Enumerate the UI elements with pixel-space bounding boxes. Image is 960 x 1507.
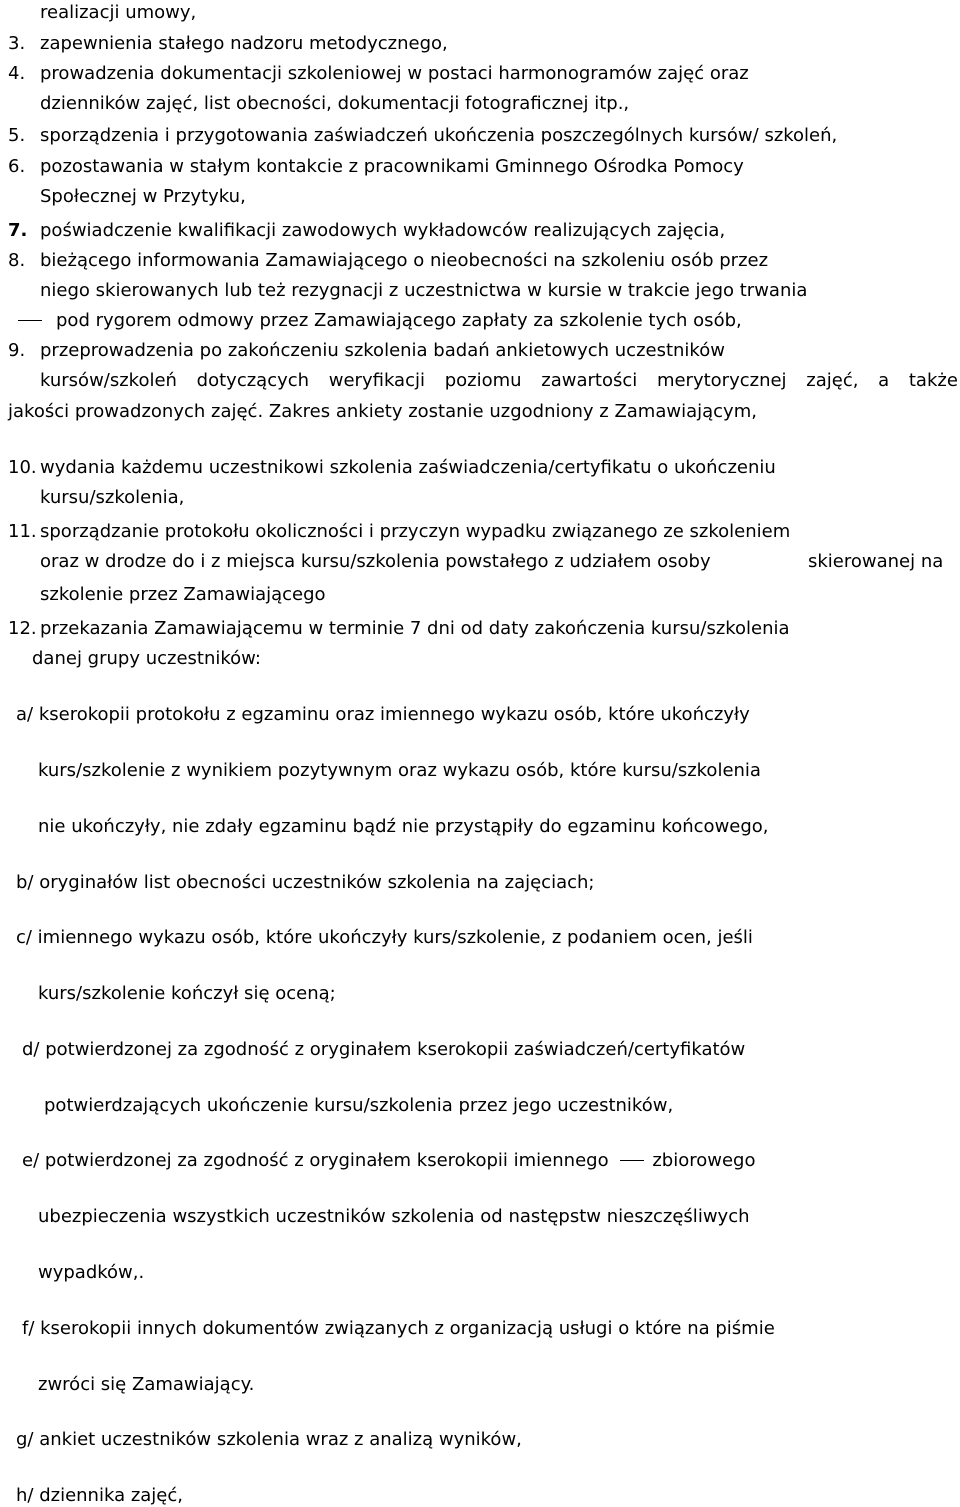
text-line: ubezpieczenia wszystkich uczestników szkolenia od następstw nieszczęśliwych bbox=[38, 1206, 750, 1227]
list-number: 8. bbox=[8, 250, 26, 271]
sub-item-a: a/ kserokopii protokołu z egzaminu oraz imiennego wykazu osób, które ukończyły bbox=[16, 704, 750, 725]
word: zajęć, bbox=[806, 370, 859, 391]
text-line: niego skierowanych lub też rezygnacji z uczestnictwa w kursie w trakcie jego trwania bbox=[40, 280, 808, 301]
word: także bbox=[908, 370, 958, 391]
sub-item-g: g/ ankiet uczestników szkolenia wraz z analizą wyników, bbox=[16, 1429, 522, 1450]
text-line: skierowanej na bbox=[808, 551, 944, 572]
list-item-7: poświadczenie kwalifikacji zawodowych wykładowców realizujących zajęcia, bbox=[40, 220, 726, 241]
text-line: jakości prowadzonych zajęć. Zakres ankiety zostanie uzgodniony z Zamawiającym, bbox=[8, 401, 757, 422]
sub-item-e: e/ potwierdzonej za zgodność z oryginałem kserokopii imiennego zbiorowego bbox=[22, 1150, 756, 1171]
list-number: 3. bbox=[8, 33, 26, 54]
list-number: 12. bbox=[8, 618, 37, 639]
list-item-5: sporządzenia i przygotowania zaświadczeń ukończenia poszczególnych kursów/ szkoleń, bbox=[40, 125, 838, 146]
text-line: dzienników zajęć, list obecności, dokumentacji fotograficznej itp., bbox=[40, 93, 630, 114]
list-item-8: bieżącego informowania Zamawiającego o nieobecności na szkoleniu osób przez bbox=[40, 250, 769, 271]
dash-mark bbox=[18, 320, 42, 321]
text-line: zwróci się Zamawiający. bbox=[38, 1374, 255, 1395]
list-item-3: zapewnienia stałego nadzoru metodycznego, bbox=[40, 33, 448, 54]
word: kursów/szkoleń bbox=[40, 370, 177, 391]
text-line: realizacji umowy, bbox=[40, 2, 197, 23]
text-line: oraz w drodze do i z miejsca kursu/szkolenia powstałego z udziałem osoby bbox=[40, 551, 711, 572]
sub-item-d: d/ potwierdzonej za zgodność z oryginałem kserokopii zaświadczeń/certyfikatów bbox=[22, 1039, 746, 1060]
sub-item-h: h/ dziennika zajęć, bbox=[16, 1485, 183, 1506]
text-line: kurs/szkolenie z wynikiem pozytywnym oraz wykazu osób, które kursu/szkolenia bbox=[38, 760, 761, 781]
word: merytorycznej bbox=[656, 370, 787, 391]
list-number: 6. bbox=[8, 156, 26, 177]
sub-item-f: f/ kserokopii innych dokumentów związanych z organizacją usługi o które na piśmie bbox=[22, 1318, 775, 1339]
text-line: wypadków,. bbox=[38, 1262, 145, 1283]
text-line: potwierdzających ukończenie kursu/szkolenia przez jego uczestników, bbox=[44, 1095, 674, 1116]
text-line: kurs/szkolenie kończył się oceną; bbox=[38, 983, 336, 1004]
sub-item-b: b/ oryginałów list obecności uczestników szkolenia na zajęciach; bbox=[16, 872, 595, 893]
list-number: 10. bbox=[8, 457, 37, 478]
list-number: 4. bbox=[8, 63, 26, 84]
text-line: pod rygorem odmowy przez Zamawiającego zapłaty za szkolenie tych osób, bbox=[18, 310, 742, 332]
text-line: kursu/szkolenia, bbox=[40, 487, 185, 508]
word: weryfikacji bbox=[328, 370, 425, 391]
list-number: 9. bbox=[8, 340, 26, 361]
word: zawartości bbox=[541, 370, 638, 391]
text-line: szkolenie przez Zamawiającego bbox=[40, 584, 326, 605]
list-item-9: przeprowadzenia po zakończeniu szkolenia badań ankietowych uczestników bbox=[40, 340, 725, 361]
word: poziomu bbox=[444, 370, 522, 391]
word: dotyczących bbox=[196, 370, 310, 391]
list-item-4: prowadzenia dokumentacji szkoleniowej w postaci harmonogramów zajęć oraz bbox=[40, 63, 749, 84]
text-line: danej grupy uczestników: bbox=[32, 648, 261, 669]
word: a bbox=[878, 370, 890, 391]
list-item-11: sporządzanie protokołu okoliczności i przyczyn wypadku związanego ze szkoleniem bbox=[40, 521, 791, 542]
text-line: Społecznej w Przytyku, bbox=[40, 186, 246, 207]
list-number: 11. bbox=[8, 521, 37, 542]
sub-item-c: c/ imiennego wykazu osób, które ukończyły kurs/szkolenie, z podaniem ocen, jeśli bbox=[16, 927, 753, 948]
list-item-6: pozostawania w stałym kontakcie z pracownikami Gminnego Ośrodka Pomocy bbox=[40, 156, 744, 177]
list-item-12: przekazania Zamawiającemu w terminie 7 dni od daty zakończenia kursu/szkolenia bbox=[40, 618, 790, 639]
dash-mark bbox=[620, 1160, 644, 1161]
text-line: nie ukończyły, nie zdały egzaminu bądź nie przystąpiły do egzaminu końcowego, bbox=[38, 816, 769, 837]
list-number: 7. bbox=[8, 220, 28, 241]
list-number: 5. bbox=[8, 125, 26, 146]
justified-text-line bbox=[40, 370, 958, 392]
list-item-10: wydania każdemu uczestnikowi szkolenia zaświadczenia/certyfikatu o ukończeniu bbox=[40, 457, 776, 478]
